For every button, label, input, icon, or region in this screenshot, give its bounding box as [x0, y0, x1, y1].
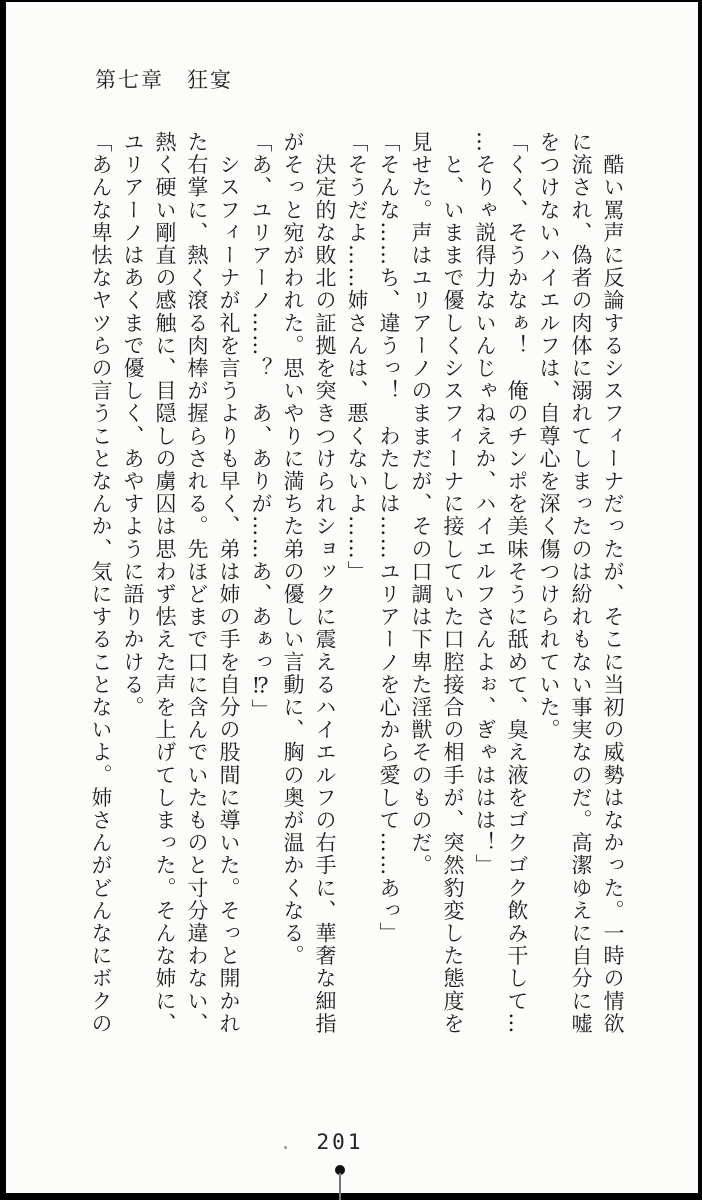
text-column: と、いままで優しくシスフィーナに接していた口腔接合の相手が、突然豹変した態度を: [441, 131, 465, 1035]
text-column: がそっと宛がわれた。思いやりに満ちた弟の優しい言動に、胸の奥が温かくなる。: [281, 131, 305, 968]
scan-edge-top: [0, 0, 702, 2]
text-column: 熱く硬い剛直の感触に、目隠しの虜囚は思わず怯えた声を上げてしまった。そんな姉に、: [153, 131, 177, 1035]
text-column: をつけないハイエルフは、自尊心を深く傷つけられていた。: [537, 131, 561, 742]
text-column: 決定的な敗北の証拠を突きつけられショックに震えるハイエルフの右手に、華奢な細指: [313, 131, 337, 1035]
text-column: …そりゃ説得力ないんじゃねえか、ハイエルフさんよぉ、ぎゃははは！」: [473, 131, 497, 877]
text-column: 「あ、ユリアーノ……？ あ、ありが……あ、あぁっ⁉」: [249, 131, 273, 722]
text-column: ユリアーノはあくまで優しく、あやすように語りかける。: [121, 131, 145, 719]
scan-edge-right: [698, 0, 702, 1200]
text-column: 「くく、そうかなぁ！ 俺のチンポを美味そうに舐めて、臭え液をゴクゴク飲み干して…: [505, 131, 529, 1035]
text-column: シスフィーナが礼を言うよりも早く、弟は姉の手を自分の股間に導いた。そっと開かれ: [217, 131, 241, 1035]
body-text: [85, 131, 629, 1039]
scan-edge-left: [0, 0, 6, 1200]
text-column: 「そんな……ち、違うっ！ わたしは……ユリアーノを心から愛して……あっ」: [377, 131, 401, 945]
text-column: 「そうだよ……姉さんは、悪くないよ……」: [345, 131, 369, 583]
page-number: 201: [316, 1130, 364, 1154]
scan-edge-bottom: [0, 1193, 702, 1200]
text-column: 「あんな卑怯なヤツらの言うことなんか、気にすることないよ。姉さんがどんなにボクの: [89, 131, 113, 1035]
chapter-heading: 第七章 狂宴: [95, 68, 233, 92]
print-dot-artifact: [284, 1146, 287, 1149]
text-column: 酷い罵声に反論するシスフィーナだったが、そこに当初の威勢はなかった。一時の情欲: [601, 131, 625, 1035]
text-column: た右掌に、熱く滾る肉棒が握らされる。先ほどまで口に含んでいたものと寸分違わない、: [185, 131, 209, 1035]
binding-mark-line: [339, 1173, 341, 1200]
text-column: に流され、偽者の肉体に溺れてしまったのは紛れもない事実なのだ。高潔ゆえに自分に嘘: [569, 131, 593, 1035]
text-column: 見せた。声はユリアーノのままだが、その口調は下卑た淫獣そのものだ。: [409, 131, 433, 877]
